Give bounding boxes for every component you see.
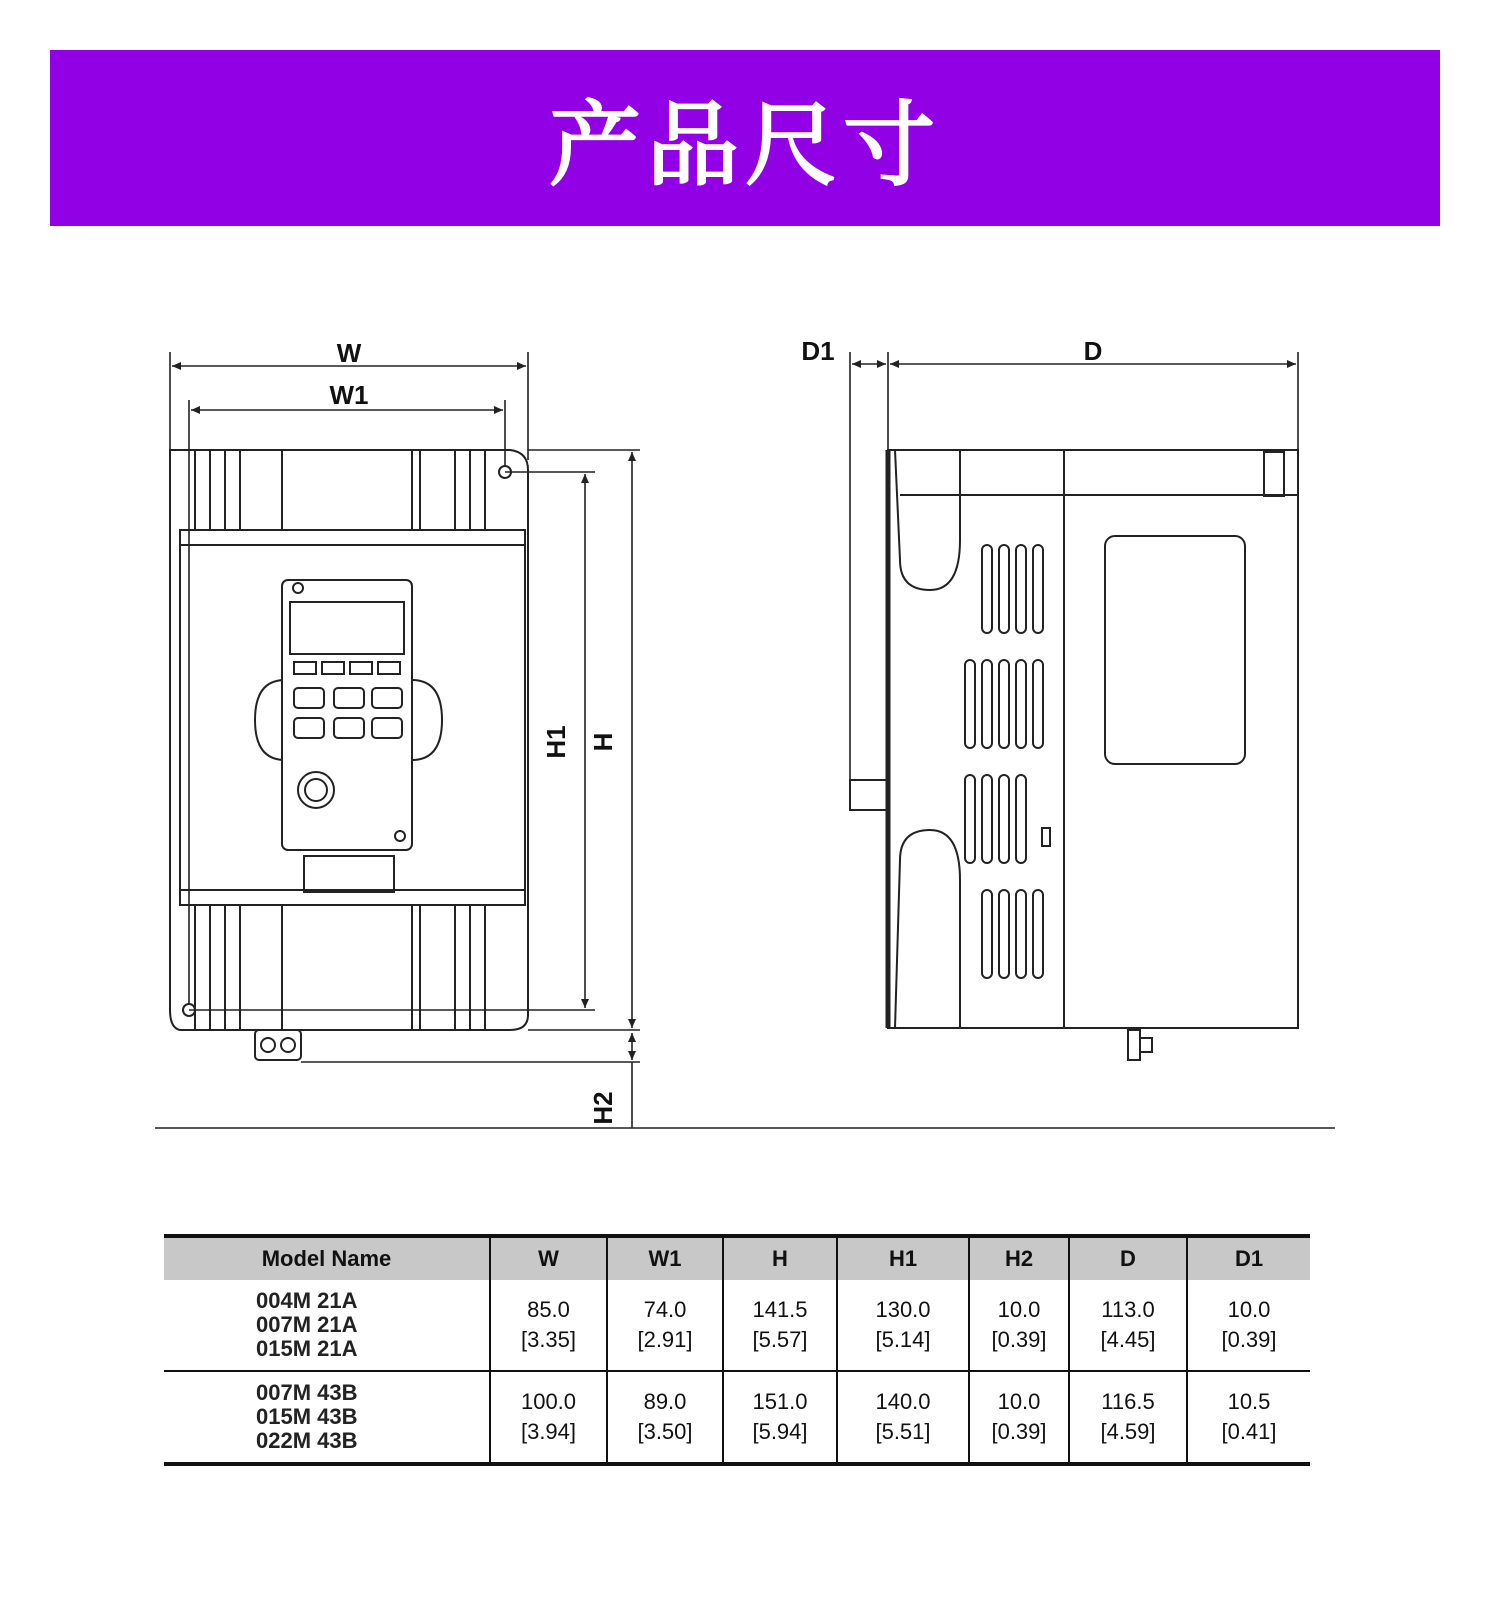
value-cell [723,1371,837,1464]
header-h1: H1 [837,1236,969,1280]
value-mm: 140.0 [875,1389,931,1414]
model-cell [164,1280,490,1371]
value-mm: 130.0 [875,1297,931,1322]
model-name: 015M 21A [256,1336,358,1361]
side-view [850,450,1298,1060]
table-row [164,1280,1310,1371]
value-cell [607,1371,723,1464]
model-cell [164,1371,490,1464]
page-title: 产品尺寸 [548,92,941,199]
value-cell [607,1280,723,1371]
value-inch: [3.50] [637,1419,693,1444]
value-cell [490,1280,607,1371]
header-d1: D1 [1187,1236,1310,1280]
header-h2: H2 [969,1236,1069,1280]
value-inch: [5.14] [875,1327,931,1352]
header-h: H [723,1236,837,1280]
value-cell [1069,1280,1187,1371]
front-view [170,450,528,1060]
model-name: 004M 21A [256,1288,358,1313]
value-cell [1187,1280,1310,1371]
value-inch: [3.94] [520,1419,577,1444]
value-inch: [0.39] [991,1327,1047,1352]
value-inch: [4.59] [1100,1419,1156,1444]
header-model-name: Model Name [164,1236,490,1280]
header-d: D [1069,1236,1187,1280]
value-inch: [2.91] [637,1327,693,1352]
value-mm: 85.0 [527,1297,570,1322]
value-cell [837,1280,969,1371]
value-mm: 100.0 [520,1389,577,1414]
model-name: 022M 43B [256,1428,358,1453]
value-inch: [5.94] [752,1419,808,1444]
model-name: 007M 43B [256,1380,358,1405]
value-inch: [5.57] [752,1327,808,1352]
label-w: W [336,338,362,368]
value-inch: [0.39] [1221,1327,1277,1352]
value-mm: 10.0 [1227,1297,1271,1322]
value-cell [1069,1371,1187,1464]
value-mm: 10.0 [997,1297,1041,1322]
label-h: H [588,732,618,752]
value-mm: 89.0 [643,1389,687,1414]
model-name: 007M 21A [256,1312,358,1337]
model-name: 015M 43B [256,1404,358,1429]
table-row [164,1371,1310,1464]
label-d1: D1 [801,336,835,366]
value-cell [837,1371,969,1464]
value-cell [1187,1371,1310,1464]
label-h2: H2 [588,1091,618,1125]
label-w1: W1 [329,380,369,410]
value-mm: 10.5 [1227,1389,1271,1414]
table-header-row [164,1236,1310,1280]
value-mm: 10.0 [997,1389,1041,1414]
value-cell [490,1371,607,1464]
value-inch: [3.35] [520,1327,577,1352]
vent-slots [965,545,1050,978]
label-d: D [1083,336,1103,366]
header-w1: W1 [607,1236,723,1280]
value-cell [723,1280,837,1371]
header-w: W [490,1236,607,1280]
value-inch: [5.51] [875,1419,931,1444]
value-mm: 116.5 [1101,1389,1155,1414]
value-inch: [0.41] [1221,1419,1277,1444]
value-cell [969,1371,1069,1464]
dimension-table [164,1234,1310,1466]
value-inch: [4.45] [1100,1327,1156,1352]
value-mm: 141.5 [752,1297,808,1322]
value-mm: 74.0 [643,1297,687,1322]
value-mm: 113.0 [1101,1297,1155,1322]
value-inch: [0.39] [991,1419,1047,1444]
label-h1: H1 [541,725,571,759]
value-cell [969,1280,1069,1371]
value-mm: 151.0 [752,1389,808,1414]
